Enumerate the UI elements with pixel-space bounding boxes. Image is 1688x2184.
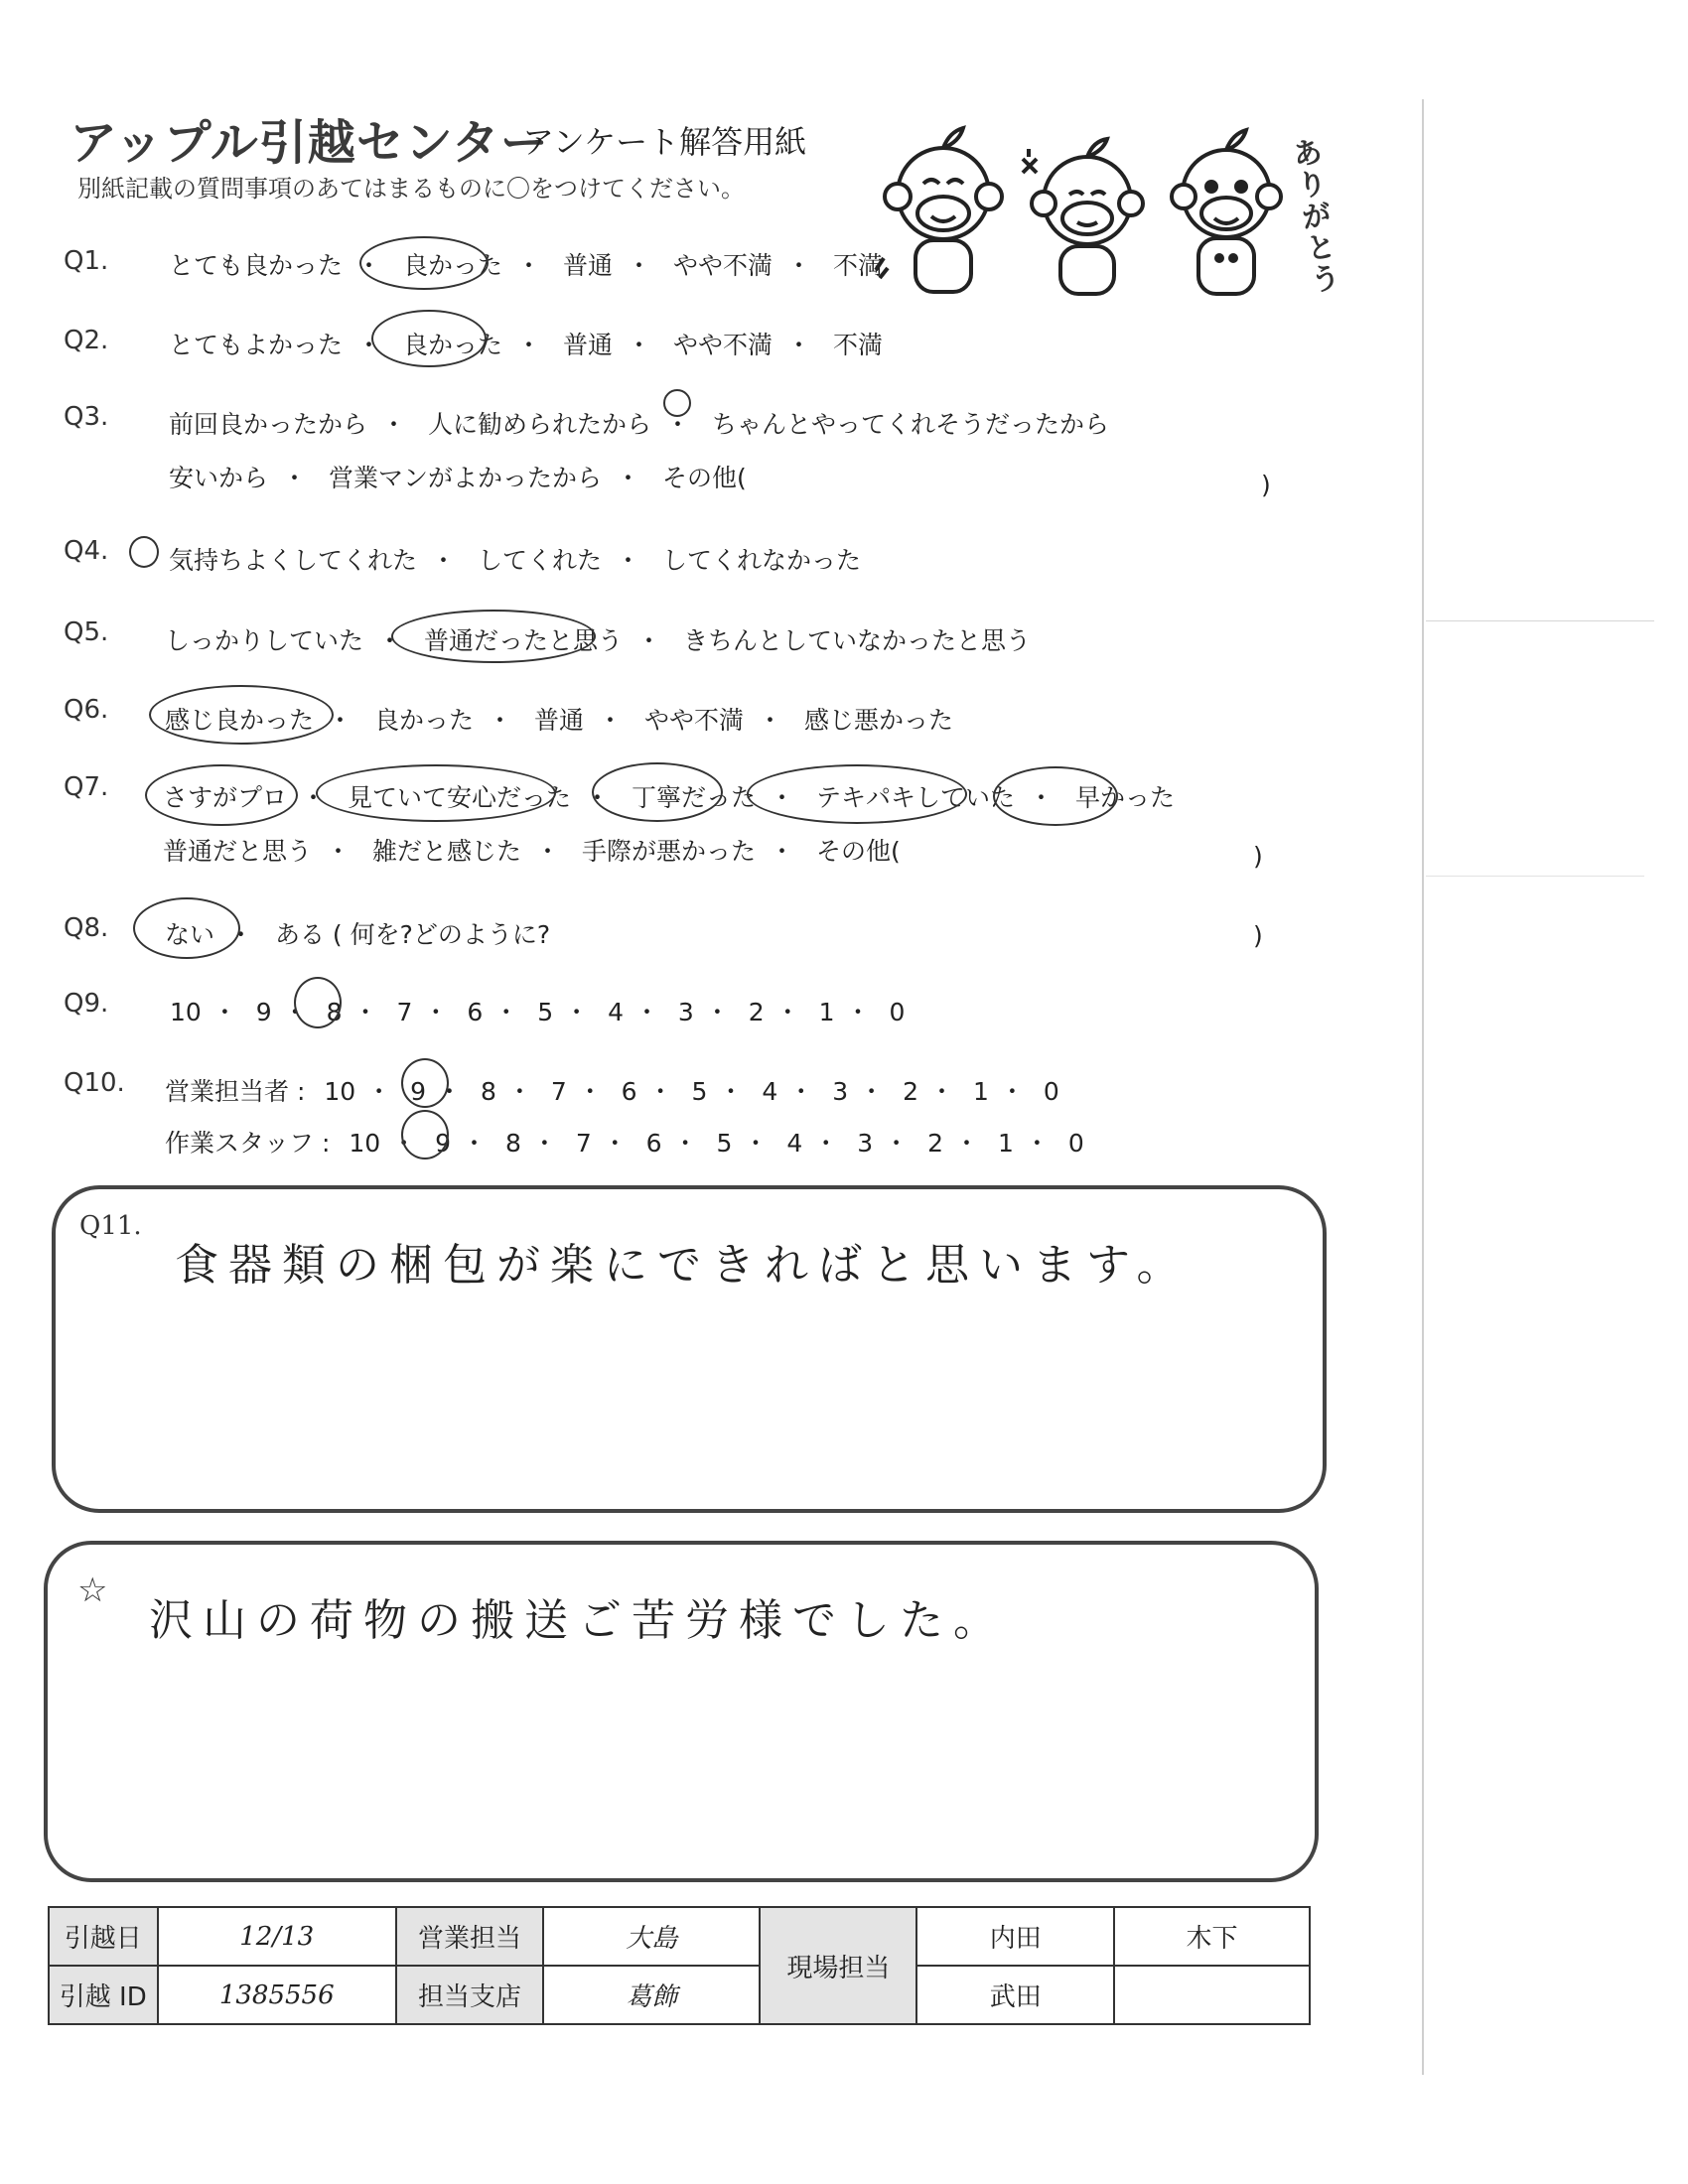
q6-options: 感じ良かった ・ 良かった ・ 普通 ・ やや不満 ・ 感じ悪かった [165,706,953,735]
q7-options-line2: 普通だと思う ・ 雑だと感じた ・ 手際が悪かった ・ その他( [163,837,901,866]
q9-score[interactable]: 2 [748,998,765,1026]
q11-label: Q11. [79,1211,142,1241]
q9-score-selected[interactable]: 8 [326,998,343,1026]
q2-option[interactable]: 普通 [562,331,613,359]
q7-option[interactable]: 雑だと感じた [371,837,521,866]
move-date-value: 12/13 [158,1907,396,1966]
q7-options-line1: さすがプロ ・ 見ていて安心だった ・ 丁寧だった ・ テキパキしていた ・ 早かった [163,783,1175,812]
site-staff-value: 内田 [916,1907,1114,1966]
mascot-illustration [874,119,1291,308]
q3-option[interactable]: 安いから [169,464,269,492]
q3-options-line1: 前回良かったから ・ 人に勧められたから ・ ちゃんとやってくれそうだったから [169,410,1109,439]
q3-option[interactable]: 人に勧められたから [427,410,651,439]
q3-option[interactable]: 営業マンがよかったから [328,464,602,492]
answer-circle [663,389,691,417]
q7-option[interactable]: 普通だと思う [163,837,313,866]
site-staff-value: 武田 [916,1966,1114,2024]
star-icon: ☆ [77,1570,108,1610]
q2-option-selected[interactable]: 良かった [402,331,502,359]
empty-cell [1114,1966,1310,2024]
q9-score[interactable]: 6 [467,998,484,1026]
page-edge [1422,99,1424,2075]
q5-option-selected[interactable]: 普通だったと思う [423,626,623,655]
branch-value: 葛飾 [543,1966,760,2024]
move-date-label: 引越日 [49,1907,158,1966]
q10-label: Q10. [64,1068,125,1098]
move-id-value: 1385556 [158,1966,396,2024]
q7-option[interactable]: 手際が悪かった [581,837,756,866]
answer-circle [145,764,298,826]
monkey-icon [1023,139,1143,294]
q10-staff-score[interactable]: 7 [575,1129,592,1158]
q3-close-paren: ) [1261,471,1271,499]
q1-label: Q1. [64,246,109,276]
answer-circle [391,610,596,663]
q7-option[interactable]: その他( [815,837,901,866]
q10-sales-score-selected[interactable]: 9 [410,1077,426,1106]
answer-circle [401,1058,449,1108]
q1-option[interactable]: 普通 [562,251,613,280]
q8-option-selected[interactable]: ない [165,920,215,949]
monkey-icon [1172,130,1281,294]
q3-options-line2: 安いから ・ 営業マンがよかったから ・ その他( [169,464,747,492]
q10-staff-label: 作業スタッフ : [165,1129,331,1158]
q2-label: Q2. [64,326,109,355]
q3-label: Q3. [64,402,109,432]
q8-options: ない ・ ある ( 何を?どのように? [165,920,551,949]
q10-staff-score[interactable]: 6 [645,1129,662,1158]
q10-sales-score[interactable]: 4 [762,1077,778,1106]
q1-option[interactable]: やや不満 [672,251,773,280]
q5-option[interactable]: しっかりしていた [165,626,364,655]
q11-answer: 食器類の梱包が楽にできればと思います。 [175,1240,1191,1291]
q10-staff-score-selected[interactable]: 9 [435,1129,451,1158]
q4-option-selected[interactable]: 気持ちよくしてくれた [169,546,418,575]
q10-sales-score[interactable]: 6 [621,1077,637,1106]
answer-circle [149,685,334,745]
q2-option[interactable]: やや不満 [672,331,773,359]
q7-option-selected[interactable]: 見ていて安心だった [347,783,571,812]
q10-staff-score[interactable]: 1 [997,1129,1014,1158]
branch-label: 担当支店 [396,1966,543,2024]
comment-text: 沢山の荷物の搬送ご苦労様でした。 [149,1595,1007,1646]
q4-option[interactable]: してくれなかった [661,546,861,575]
q7-close-paren: ) [1253,842,1263,871]
q9-label: Q9. [64,989,109,1019]
q8-close-paren: ) [1253,921,1263,950]
divider [1426,620,1654,621]
move-info-table [48,1906,1311,2025]
q10-staff-score[interactable]: 3 [857,1129,874,1158]
q3-option[interactable]: その他( [661,464,747,492]
q1-option-selected[interactable]: 良かった [402,251,502,280]
q1-option[interactable]: 不満 [832,251,883,280]
q10-sales-label: 営業担当者 : [165,1077,306,1106]
form-title: アンケート解答用紙 [522,123,807,161]
q4-option[interactable]: してくれた [477,546,602,575]
sales-rep-label: 営業担当 [396,1907,543,1966]
company-name: アップル引越センター [70,115,549,171]
q7-option-selected[interactable]: 早かった [1074,783,1175,812]
q9-scale: 10 ・ 9 ・ 8 ・ 7 ・ 6 ・ 5 ・ 4 ・ 3 ・ 2 ・ 1 ・ 0 [170,998,906,1026]
q10-sales-score[interactable]: 2 [903,1077,919,1106]
q10-sales-score[interactable]: 3 [832,1077,849,1106]
q10-staff-score[interactable]: 4 [786,1129,803,1158]
q6-option[interactable]: 感じ悪かった [803,706,953,735]
q3-option[interactable]: 前回良かったから [169,410,368,439]
answer-circle [316,764,556,822]
q6-option-selected[interactable]: 感じ良かった [165,706,315,735]
answer-circle [371,310,487,367]
q9-score[interactable]: 4 [608,998,624,1026]
q9-score[interactable]: 5 [537,998,554,1026]
q9-score[interactable]: 10 [170,998,202,1026]
q5-option[interactable]: きちんとしていなかったと思う [682,626,1031,655]
q10-staff-score[interactable]: 2 [927,1129,944,1158]
instruction-text: 別紙記載の質問事項のあてはまるものに〇をつけてください。 [77,175,745,203]
q7-label: Q7. [64,772,109,802]
q10-staff-score[interactable]: 8 [504,1129,521,1158]
q3-option-selected[interactable]: ちゃんとやってくれそうだったから [711,410,1109,439]
q10-sales-score[interactable]: 7 [550,1077,567,1106]
q10-staff-score[interactable]: 10 [349,1129,381,1158]
site-staff-label: 現場担当 [760,1907,916,2024]
divider [1426,876,1644,877]
q10-staff-score[interactable]: 0 [1067,1129,1084,1158]
q6-option[interactable]: 良かった [373,706,474,735]
q1-option[interactable]: とても良かった [169,251,344,280]
q1-options: とても良かった ・ 良かった ・ 普通 ・ やや不満 ・ 不満 [169,251,883,280]
answer-circle [747,764,967,824]
q9-score[interactable]: 7 [396,998,413,1026]
q6-option[interactable]: やや不満 [643,706,744,735]
q10-sales-score[interactable]: 0 [1043,1077,1059,1106]
q10-sales-score[interactable]: 8 [480,1077,496,1106]
answer-circle [133,897,240,959]
q10-sales-score[interactable]: 5 [691,1077,708,1106]
q9-score[interactable]: 3 [677,998,694,1026]
q2-options: とてもよかった ・ 良かった ・ 普通 ・ やや不満 ・ 不満 [169,331,883,359]
site-staff-value: 木下 [1114,1907,1310,1966]
q9-score[interactable]: 0 [889,998,906,1026]
q10-sales-row: 営業担当者 : 10 ・ 9 ・ 8 ・ 7 ・ 6 ・ 5 ・ 4 ・ 3 ・ 2 ・ 1 ・ 0 [165,1077,1059,1106]
q4-options: 気持ちよくしてくれた ・ してくれた ・ してくれなかった [169,546,861,575]
sales-rep-value: 大島 [543,1907,760,1966]
answer-circle [359,236,489,290]
q5-options: しっかりしていた ・ 普通だったと思う ・ きちんとしていなかったと思う [165,626,1031,655]
answer-circle [294,977,342,1028]
q2-option[interactable]: 不満 [832,331,883,359]
q7-option-selected[interactable]: さすがプロ [163,783,288,812]
q10-staff-row: 作業スタッフ : 10 ・ 9 ・ 8 ・ 7 ・ 6 ・ 5 ・ 4 ・ 3 ・ 2 ・ 1 ・ 0 [165,1129,1084,1158]
mascot-message: ありがとう [1285,135,1341,298]
q5-label: Q5. [64,617,109,647]
move-id-label: 引越 ID [49,1966,158,2024]
q7-option-selected[interactable]: テキパキしていた [815,783,1015,812]
q10-staff-score[interactable]: 5 [716,1129,733,1158]
answer-circle [592,762,723,822]
answer-circle [401,1110,449,1160]
monkey-icon [876,128,1002,292]
q6-label: Q6. [64,695,109,725]
q9-score[interactable]: 9 [255,998,272,1026]
q4-label: Q4. [64,536,109,566]
q10-sales-score[interactable]: 1 [972,1077,989,1106]
q7-option-selected[interactable]: 丁寧だった [631,783,756,812]
q2-option[interactable]: とてもよかった [169,331,344,359]
q8-label: Q8. [64,913,109,943]
q8-option[interactable]: ある ( 何を?どのように? [274,920,551,949]
q10-sales-score[interactable]: 10 [324,1077,356,1106]
answer-circle [993,766,1118,826]
answer-circle [129,536,159,568]
q6-option[interactable]: 普通 [533,706,584,735]
q9-score[interactable]: 1 [818,998,835,1026]
